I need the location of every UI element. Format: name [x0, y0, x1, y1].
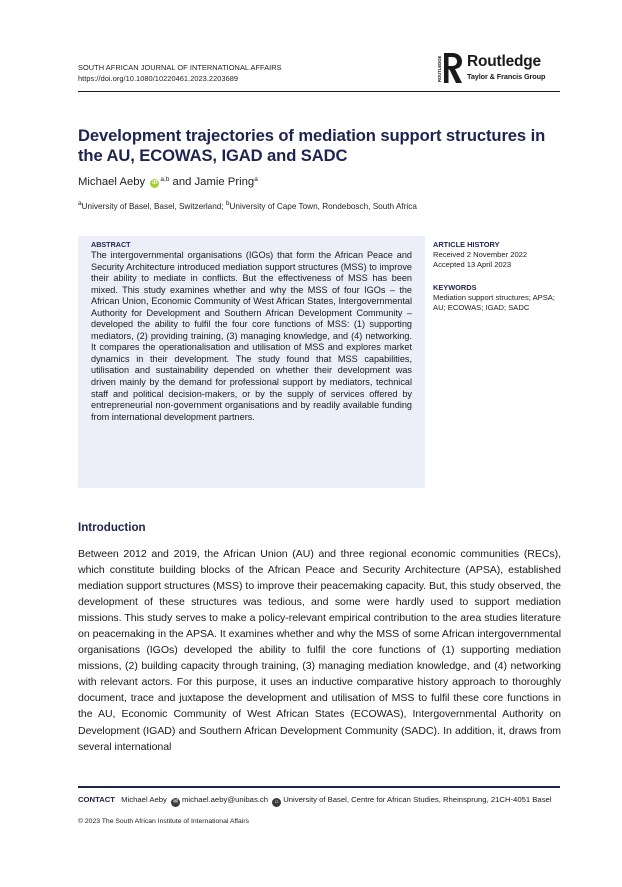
logo-vertical-text: ROUTLEDGE [437, 55, 442, 82]
abstract-heading: ABSTRACT [91, 240, 131, 249]
affiliation-text: University of Cape Town, Rondebosch, South Africa [229, 202, 417, 211]
contact-email[interactable]: michael.aeby@unibas.ch [182, 795, 269, 804]
contact-address: University of Basel, Centre for African Studies, Rheinsprung, 21CH-4051 Basel [283, 795, 552, 804]
article-history-heading: ARTICLE HISTORY [433, 240, 500, 249]
received-date: Received 2 November 2022 [433, 250, 528, 260]
contact-label: CONTACT [78, 795, 116, 804]
introduction-heading: Introduction [78, 521, 146, 534]
affiliation-mark: b [225, 200, 230, 207]
contact-info [78, 795, 564, 807]
author-name[interactable]: Michael Aeby [78, 176, 146, 188]
address-icon: ⌂ [272, 798, 281, 807]
article-title: Development trajectories of mediation support structures in the AU, ECOWAS, IGAD and SADC [78, 126, 546, 165]
envelope-icon: ✉ [173, 799, 179, 805]
copyright-notice: © 2023 The South African Institute of International Affairs [78, 818, 250, 825]
author-name[interactable]: Jamie Pring [194, 176, 255, 188]
orcid-icon[interactable]: iD [152, 180, 158, 186]
affiliations [78, 202, 417, 211]
publisher-group: Taylor & Francis Group [467, 72, 546, 81]
journal-name: SOUTH AFRICAN JOURNAL OF INTERNATIONAL AFFAIRS [78, 63, 282, 72]
header-divider [78, 91, 560, 92]
accepted-date: Accepted 13 April 2023 [433, 260, 512, 270]
keywords-heading: KEYWORDS [433, 282, 477, 292]
affiliation-text: University of Basel, Basel, Switzerland; [81, 202, 224, 211]
author-affiliation-marks: a,b [160, 176, 170, 183]
journal-header [78, 63, 282, 84]
contact-name: Michael Aeby [121, 795, 167, 804]
publisher-name: Routledge [467, 53, 541, 70]
routledge-r-icon [437, 52, 463, 84]
author-list [78, 176, 258, 188]
publisher-logo [437, 52, 559, 86]
article-info-sidebar [433, 240, 563, 313]
author-joiner: and [172, 176, 192, 188]
introduction-text: Between 2012 and 2019, the African Union (AU) and three regional economic communities (RECs), which constitute building blocks of the African Peace and Security Architecture (APSA), established mediation support structures (MSS) to improve their peacemaking capacity. But, this study observed, the development of these structures was tedious, and some were hardly used to support mediation missions. This study serves to make a policy-relevant empirical contribution to the area studies literature on peacemaking in the APSA. It examines whether and why the MSS of some African intergovernmental organisations (IGOs) developed the ability to fulfil the core functions of (1) supporting mediation missions, (2) building capacity through training, (3) managing mediation knowledge, and (4) networking with relevant actors. For this purpose, it uses an inductive comparative history approach to thoroughly document, trace and juxtapose the development and utilisation of MSS to fulfil these core functions in the AU, Economic Community of West African States (ECOWAS), Intergovernmental Authority on Development (IGAD) and Southern African Development Community (SADC). In addition, it, draws from several international [78, 548, 561, 753]
doi-link[interactable]: https://doi.org/10.1080/10220461.2023.2203689 [78, 73, 239, 83]
affiliation-mark: a [78, 200, 82, 207]
abstract-text: The intergovernmental organisations (IGOs) that form the African Peace and Security Architecture introduced mediation support structures (MSS) to improve their ability to mediate in conflicts. But the effectiveness of MSS has been mixed. This study examines whether and why the MSS of four IGOs – the African Union, Economic Community of West African States, Intergovernmental Authority for Development and Southern African Development Community – developed the ability to fulfil the four core functions of MSS: (1) supporting mediators, (2) providing training, (3) managing knowledge, and (4) networking. It compares the operationalisation and utilisation of MSS and explores market dynamics in their development. The study found that MSS capabilities, utilisation and sustainability depended on whether their development was driven mainly by the demand for professional support by mediators, technical staff and political decision-makers, or by the supply of services offered by entrepreneurial non-government organisations and by readily available funding from international development partners. [91, 250, 412, 422]
footer-divider [78, 786, 560, 788]
author-affiliation-marks: a [254, 176, 258, 183]
keywords-text: Mediation support structures; APSA; AU; ECOWAS; IGAD; SADC [433, 292, 555, 313]
